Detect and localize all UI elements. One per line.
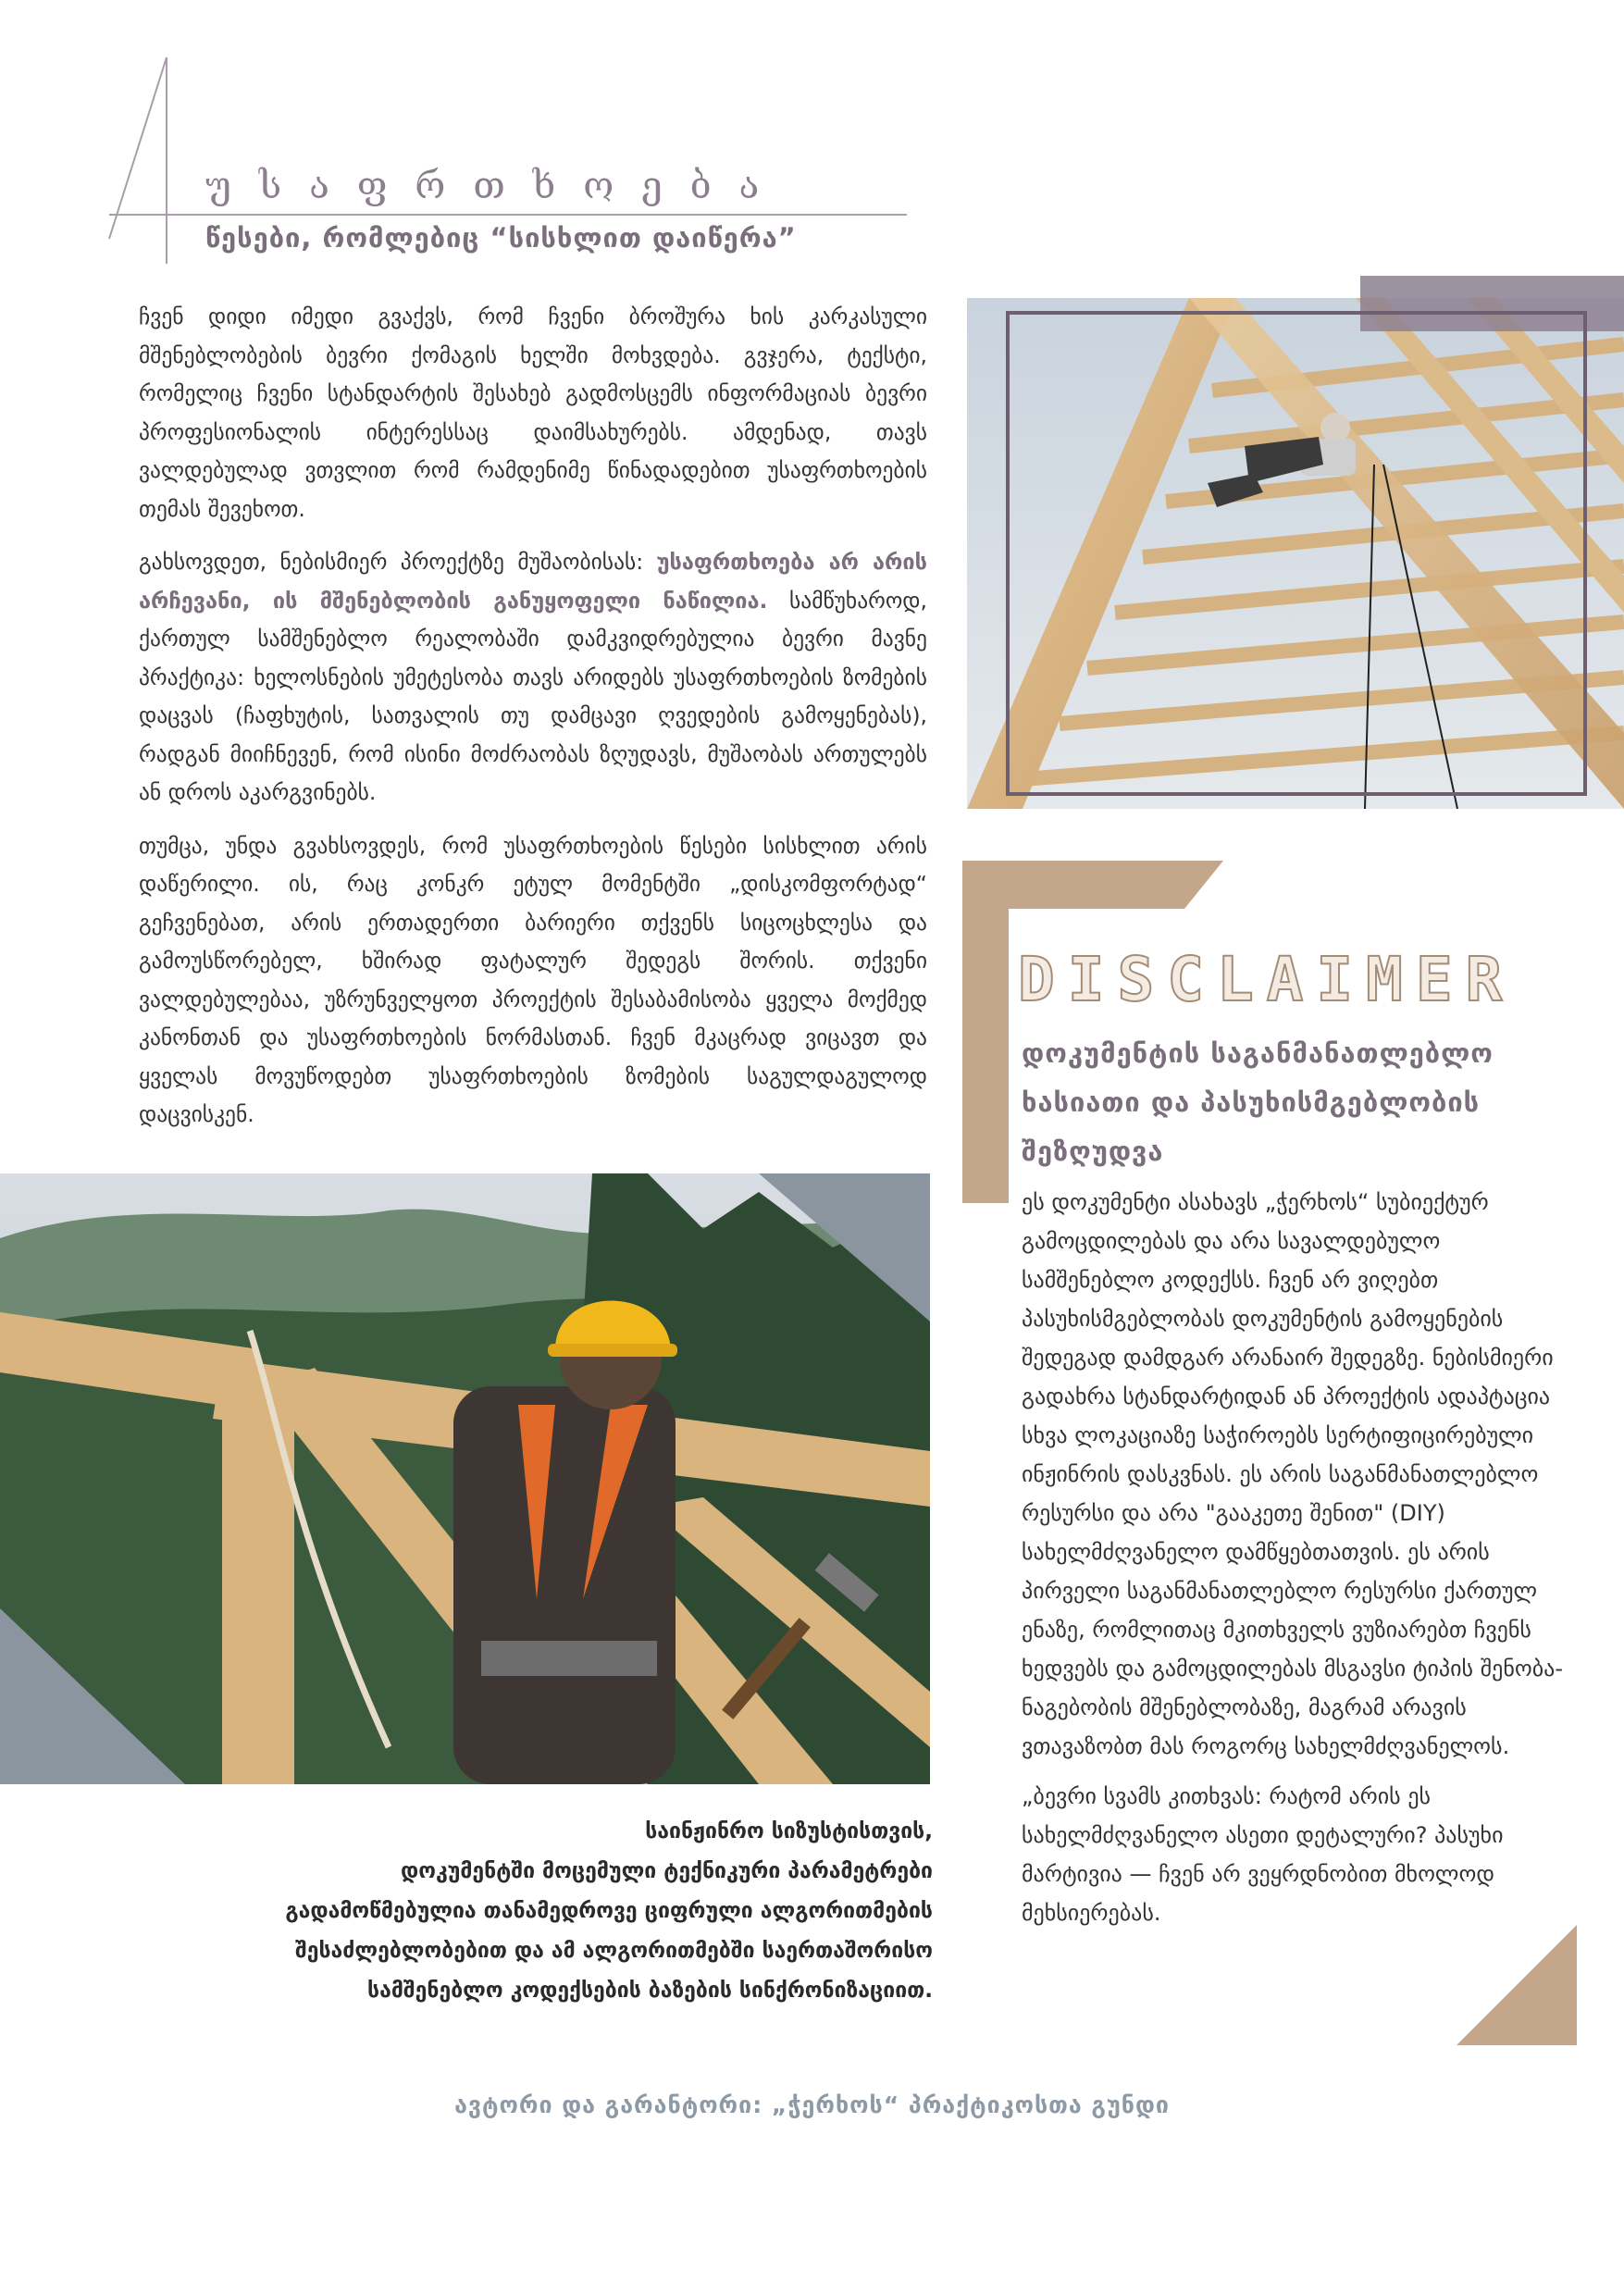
caption-line-1: საინჟინრო სიზუსტისთვის, [645,1819,933,1843]
section-kicker: უსაფრთხოება [205,165,787,207]
page-title: წესები, რომლებიც “სისხლით დაიწერა” [205,222,797,254]
caption-line-4: შესაძლებლობებით და ამ ალგორითმებში საერთაშორისო [295,1939,933,1963]
footer-credit: ავტორი და გარანტორი: „ჭერხოს“ პრაქტიკოსთა გუნდი [454,2091,1170,2118]
disclaimer-paragraph-2: „ბევრი სვამს კითხვას: რატომ არის ეს სახელმძღვანელო ასეთი დეტალური? პასუხი მარტივია — ჩვენ არ ვეყრდნობით მხოლოდ მეხსიერებას. [1022,1783,1504,1926]
photo-frame [1006,311,1587,796]
disclaimer-paragraph-1: ეს დოკუმენტი ასახავს „ჭერხოს“ სუბიექტურ გამოცდილებას და არა სავალდებულო სამშენებლო კოდექსს. ჩვენ არ ვიღებთ პასუხისმგებლობას დოკუმენტის გამოყენების შედეგად დამდგარ არანაირ შედეგზე. ნებისმიერი გადახრა სტანდარტიდან ან პროექტის ადაპტაცია სხვა ლოკაციაზე საჭიროებს სერტიფიცირებული ინჟინრის დასკვნას. ეს არის საგანმანათლებლო რესურსი და არა "გააკეთე შენით" (DIY) სახელმძღვანელო დამწყებთათვის. ეს არის პირველი საგანმანათლებლო რესურსი ქართულ ენაზე, რომლითაც მკითხველს ვუზიარებთ ჩვენს ხედვებს და გამოცდილებას მსგავსი ტიპის შენობა-ნაგებობის მშენებლობაზე, მაგრამ არავის ვთავაზობთ მას როგორც სახელმძღვანელოს. [1022,1189,1563,1759]
intro-text [139,298,927,1149]
caption-line-3: გადამოწმებულია თანამედროვე ციფრული ალგორითმების [285,1899,933,1923]
engineering-note [157,1812,933,2011]
safety-highlight: უსაფრთხოება არ არის არჩევანი, ის მშენებლობის განუყოფელი ნაწილია. [139,549,927,614]
intro-paragraph-3: თუმცა, უნდა გვახსოვდეს, რომ უსაფრთხოების წესები სისხლით არის დაწერილი. ის, რაც კონკრ ეტულ მომენტში „დისკომფორტად“ გეჩვენებათ, არის ერთადერთი ბარიერი თქვენს სიცოცხლესა და გამოუსწორებელ, ხშირად ფატალურ შედეგს შორის. თქვენი ვალდებულებაა, უზრუნველყოთ პროექტის შესაბამისობა ყველა მოქმედ კანონთან და უსაფრთხოების ნორმასთან. ჩვენ მკაცრად ვიცავთ და ყველას მოვუწოდებთ უსაფრთხოების ზომების საგულდაგულოდ დაცვისკენ. [139,832,927,1127]
intro-paragraph-1: ჩვენ დიდი იმედი გვაქვს, რომ ჩვენი ბროშურა ხის კარკასული მშენებლობების ბევრი ქომაგის ხელში მოხვდება. გვჯერა, ტექსტი, რომელიც ჩვენი სტანდარტის შესახებ გადმოსცემს ინფორმაციას ბევრი პროფესიონალის ინტერესსაც დაიმსახურებს. ამდენად, თავს ვალდებულად ვთვლით რომ რამდენიმე წინადადებით უსაფრთხოების თემას შევეხოთ. [139,304,927,522]
intro-paragraph-2 [139,543,927,813]
disclaimer-title: DISCLAIMER [1018,944,1516,1015]
paragraph-rest: სამწუხაროდ, ქართულ სამშენებლო რეალობაში დამკვიდრებულია ბევრი მავნე პრაქტიკა: ხელოსნების უმეტესობა თავს არიდებს უსაფრთხოების ზომების დაცვას (ჩაფხუტის, სათვალის თუ დამცავი ღვედების გამოყენებას), რადგან მიიჩნევენ, რომ ისინი მოძრაობას ზღუდავს, მუშაობას ართულებს ან დროს აკარგვინებს. [139,587,927,805]
disclaimer-body [1022,1183,1579,1943]
paragraph-lead: გახსოვდეთ, ნებისმიერ პროექტზე მუშაობისას: [139,549,657,575]
disclaimer-subtitle: დოკუმენტის საგანმანათლებლო ხასიათი და პასუხისმგებლობის შეზღუდვა [1022,1037,1494,1167]
caption-line-5: სამშენებლო კოდექსების ბაზების სინქრონიზაციით. [367,1979,933,2003]
caption-line-2: დოკუმენტში მოცემული ტექნიკური პარამეტრები [401,1859,933,1883]
worker-photo [0,1173,930,1784]
